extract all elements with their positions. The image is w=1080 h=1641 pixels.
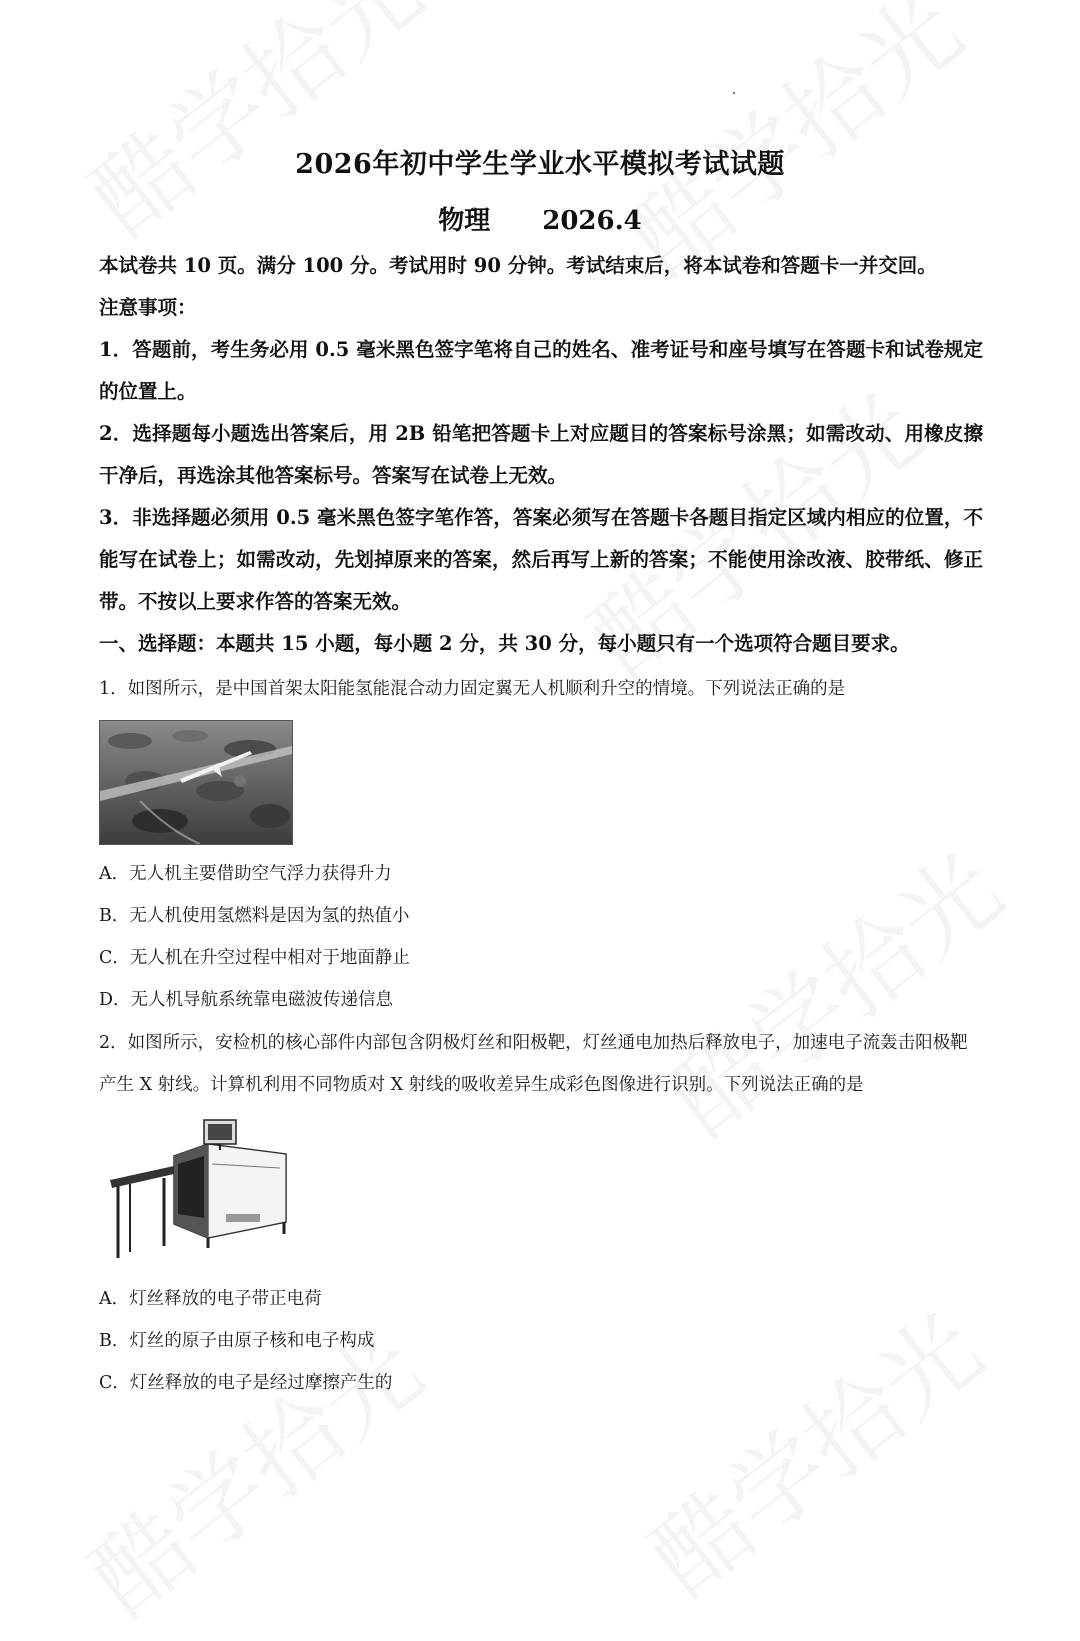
notice-item-3: 3．非选择题必须用 0.5 毫米黑色签字笔作答，答案必须写在答题卡各题目指定区域内相应的位置，不能写在试卷上；如需改动，先划掉原来的答案，然后再写上新的答案；不能使用涂改液、胶带纸、修正带。不按以上要求作答的答案无效。 xyxy=(99,506,983,613)
watermark xyxy=(639,816,1026,1160)
exam-date: 2026.4 xyxy=(542,206,642,236)
subject-label: 物理 xyxy=(438,206,491,236)
subtitle xyxy=(0,200,1080,237)
drone-aerial-photo xyxy=(99,720,293,845)
notice-item-1: 1．答题前，考生务必用 0.5 毫米黑色签字笔将自己的姓名、准考证号和座号填写在答题卡和试卷规定的位置上。 xyxy=(99,338,983,403)
intro-text: 本试卷共 10 页。满分 100 分。考试用时 90 分钟。考试结束后，将本试卷和答题卡一并交回。 xyxy=(99,254,937,277)
question-2-option-b: B．灯丝的原子由原子核和电子构成 xyxy=(99,1331,375,1351)
question-1-option-b: B．无人机使用氢燃料是因为氢的热值小 xyxy=(99,906,410,926)
question-1-option-d: D．无人机导航系统靠电磁波传递信息 xyxy=(99,990,394,1010)
page-title: 2026年初中学生学业水平模拟考试试题 xyxy=(295,149,785,180)
notice-item-2: 2．选择题每小题选出答案后，用 2B 铅笔把答题卡上对应题目的答案标号涂黑；如需改动、用橡皮擦干净后，再选涂其他答案标号。答案写在试卷上无效。 xyxy=(99,422,983,487)
watermark xyxy=(619,1276,1006,1620)
question-1-option-a: A．无人机主要借助空气浮力获得升力 xyxy=(99,864,392,884)
question-1-stem: 1．如图所示，是中国首架太阳能氢能混合动力固定翼无人机顺利升空的情境。下列说法正确的是 xyxy=(99,679,846,699)
question-2-stem: 2．如图所示，安检机的核心部件内部包含阴极灯丝和阳极靶，灯丝通电加热后释放电子，加速电子流轰击阳极靶产生 X 射线。计算机利用不同物质对 X 射线的吸收差异生成彩色图像进行识别。下列说法正确的是 xyxy=(99,1033,968,1095)
security-scanner-image xyxy=(108,1118,294,1264)
section-heading: 一、选择题：本题共 15 小题，每小题 2 分，共 30 分，每小题只有一个选项符合题目要求。 xyxy=(99,632,910,655)
question-1-option-c: C．无人机在升空过程中相对于地面静止 xyxy=(99,948,410,968)
question-2-option-a: A．灯丝释放的电子带正电荷 xyxy=(99,1289,322,1309)
scan-speck xyxy=(733,92,735,94)
notice-heading: 注意事项： xyxy=(99,296,197,319)
question-2-option-c: C．灯丝释放的电子是经过摩擦产生的 xyxy=(99,1373,393,1393)
